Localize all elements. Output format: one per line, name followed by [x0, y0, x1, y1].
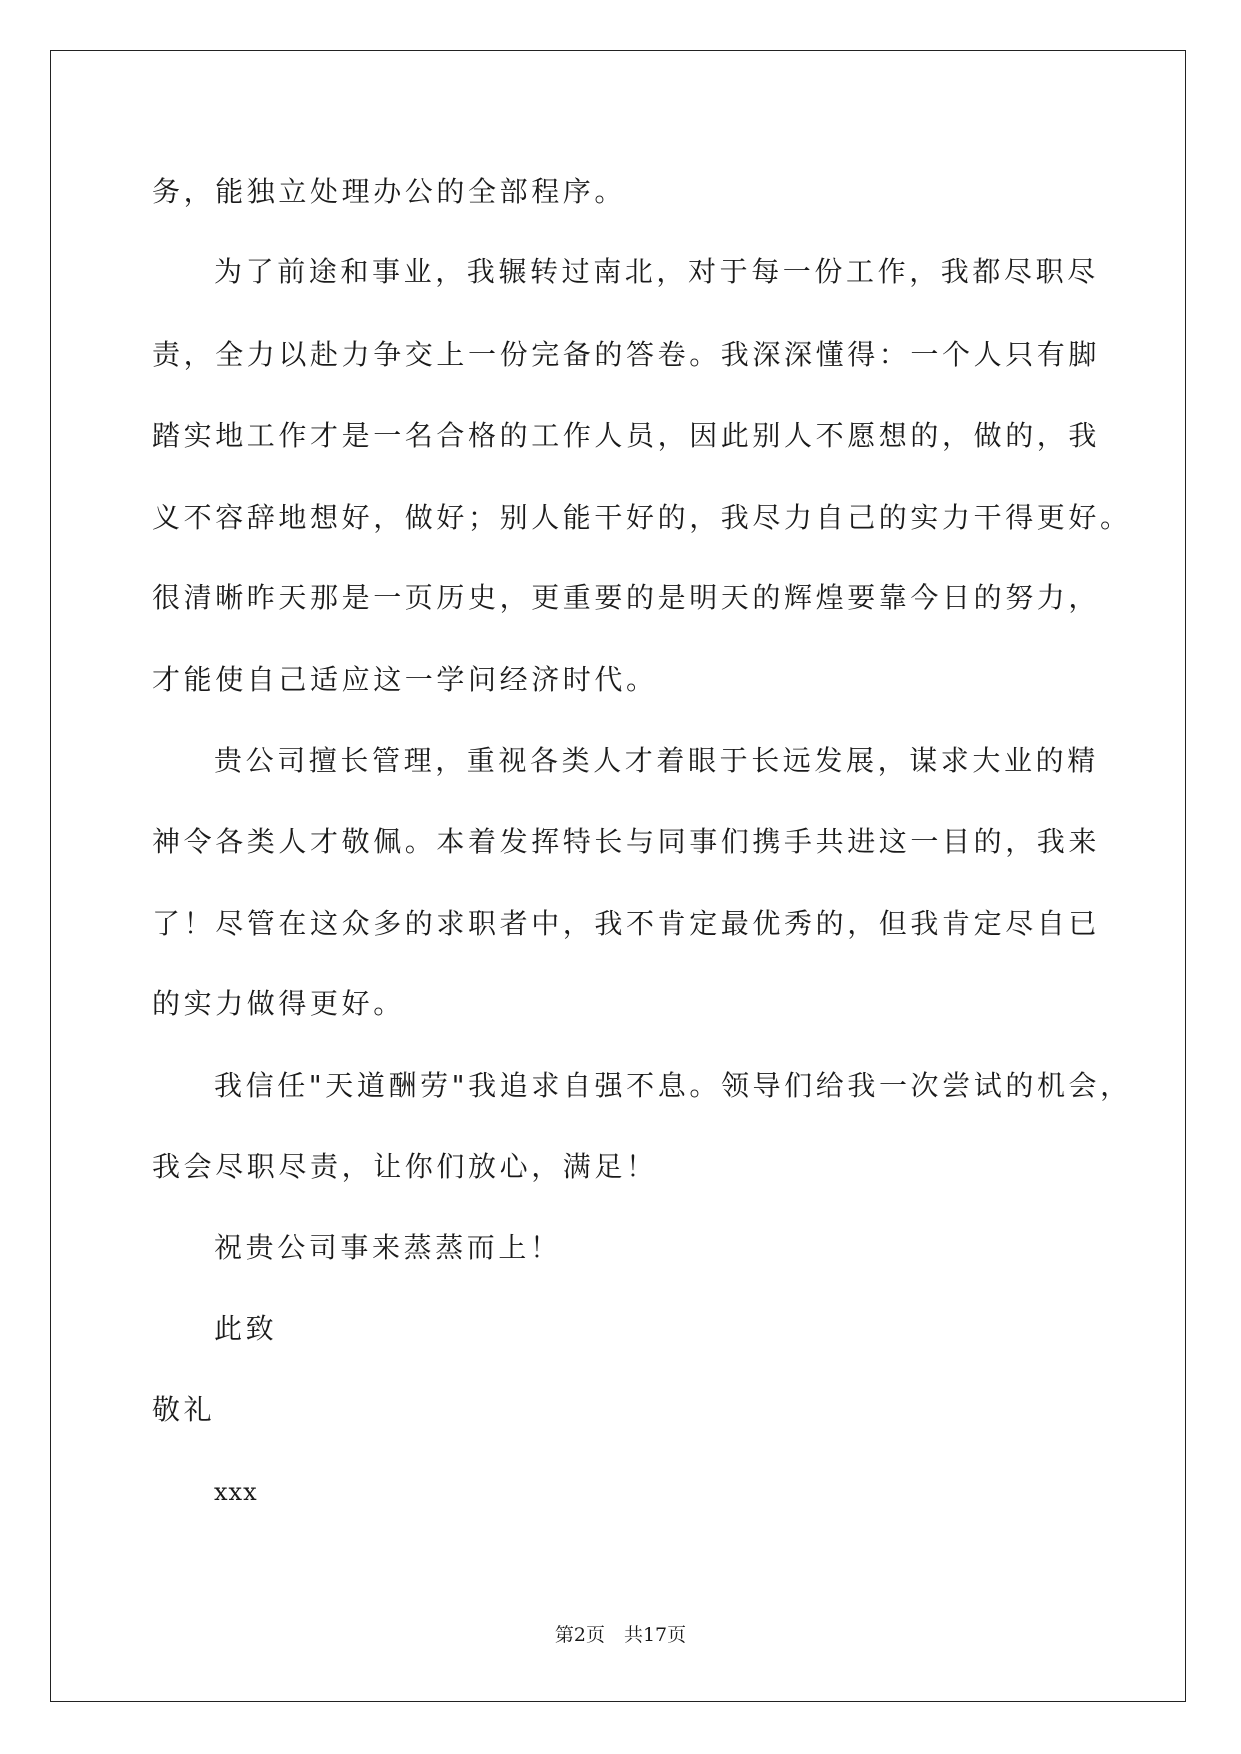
text-line: 的实力做得更好。: [152, 987, 405, 1020]
closing-wish: 祝贵公司事来蒸蒸而上！: [214, 1231, 562, 1264]
text-line: 责，全力以赴力争交上一份完备的答卷。我深深懂得：一个人只有脚: [152, 338, 1101, 371]
text-line: 我信任"天道酬劳"我追求自强不息。领导们给我一次尝试的机会，: [214, 1069, 1132, 1102]
text-line: 贵公司擅长管理，重视各类人才着眼于长远发展，谋求大业的精: [214, 744, 1099, 777]
signature-name: xxx: [214, 1478, 258, 1506]
text-line: 我会尽职尽责，让你们放心，满足！: [152, 1150, 658, 1183]
text-line: 神令各类人才敬佩。本着发挥特长与同事们携手共进这一目的，我来: [152, 825, 1101, 858]
page-number-label: 第2页 共17页: [554, 1624, 687, 1646]
text-line: 为了前途和事业，我辗转过南北，对于每一份工作，我都尽职尽: [214, 255, 1099, 288]
text-line: 才能使自己适应这一学问经济时代。: [152, 663, 658, 696]
text-line: 很清晰昨天那是一页历史，更重要的是明天的辉煌要靠今日的努力，: [152, 581, 1101, 614]
text-line: 踏实地工作才是一名合格的工作人员，因此别人不愿想的，做的，我: [152, 419, 1101, 452]
page-border: [50, 50, 1186, 1702]
page-footer: [0, 1620, 1241, 1647]
closing-salutation: 此致: [214, 1312, 278, 1345]
text-line: 了！尽管在这众多的求职者中，我不肯定最优秀的，但我肯定尽自已: [152, 907, 1101, 940]
text-line: 义不容辞地想好，做好；别人能干好的，我尽力自己的实力干得更好。: [152, 501, 1132, 534]
text-line: 务，能独立处理办公的全部程序。: [152, 175, 627, 208]
closing-regards: 敬礼: [152, 1393, 216, 1426]
